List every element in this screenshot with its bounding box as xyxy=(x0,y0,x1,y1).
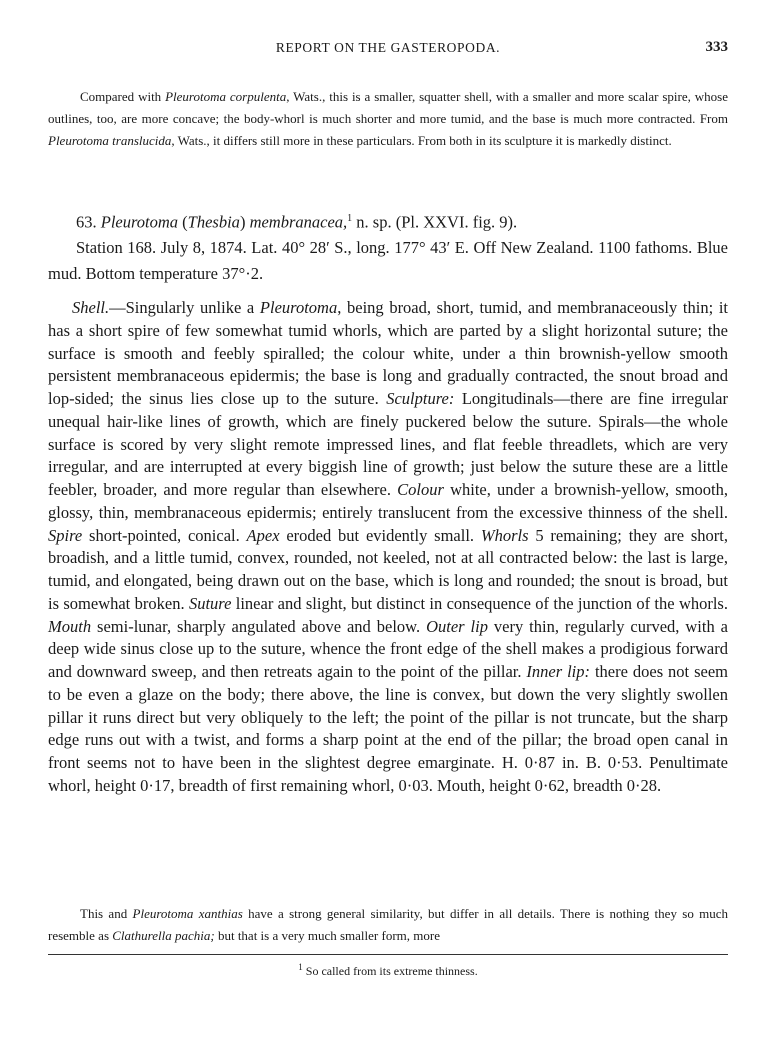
desc-colour-label: Colour xyxy=(397,480,444,499)
closing-species-2: Clathurella pachia; xyxy=(112,928,215,943)
desc-shell-label: Shell. xyxy=(72,298,110,317)
species-rest: n. sp. (Pl. XXVI. fig. 9). xyxy=(352,212,518,232)
footnote xyxy=(48,962,728,979)
intro-paragraph xyxy=(48,86,728,152)
desc-inner-lip-label: Inner lip: xyxy=(526,662,591,681)
description-paragraph xyxy=(48,297,728,798)
desc-text: eroded but evidently small. xyxy=(279,525,481,545)
intro-text-2: , Wats., this is a smaller, squatter shell, with a smaller and more scalar spire, whose outlines, too, are more concave; the body-whorl is much shorter and more tumid, and the base is much more contracted. From xyxy=(48,89,728,126)
desc-spire-label: Spire xyxy=(48,525,83,545)
desc-text: linear and slight, but distinct in consequence of the junction of the whorls. xyxy=(231,593,728,613)
desc-apex-label: Apex xyxy=(246,525,280,545)
desc-text: semi-lunar, sharply angulated above and below. xyxy=(91,616,427,636)
closing-paragraph xyxy=(48,903,728,947)
species-genus: Pleurotoma xyxy=(100,212,179,232)
intro-species-1: Pleurotoma corpulenta xyxy=(165,89,287,104)
footnote-divider xyxy=(48,954,728,955)
closing-text-1: This and xyxy=(80,906,133,921)
footnote-reference: 1 xyxy=(347,213,353,224)
page-number: 333 xyxy=(705,39,728,55)
closing-text-2: have a strong general similarity, but differ in all details. There is nothing they so much resemble as xyxy=(48,906,729,943)
desc-mouth-label: Mouth xyxy=(48,616,92,636)
desc-suture-label: Suture xyxy=(188,593,232,613)
species-number: 63. xyxy=(76,212,97,232)
intro-text-1: Compared with xyxy=(80,89,166,104)
desc-text: there does not seem to be even a glaze on the body; there above, the line is convex, but down the very slightly swollen pillar it runs direct but very obliquely to the left; the point of the pillar is not truncate, but the sharp edge runs out with a twist, and forms a sharp point at the end of the pillar; the broad open canal in front seems not to have been in the slightest degree emarginate. H. 0·87 in. B. 0·53. Penultimate whorl, height 0·17, breadth of first remaining whorl, 0·03. Mouth, height 0·62, breadth 0·28. xyxy=(48,662,728,795)
closing-species-1: Pleurotoma xanthias xyxy=(132,906,243,921)
desc-outer-lip-label: Outer lip xyxy=(426,616,488,636)
intro-species-2: Pleurotoma translucida xyxy=(48,133,172,148)
desc-text: white, under a brownish-yellow, smooth, glossy, thin, membranaceous epidermis; entirely translucent from the excessive thinness of the shell. xyxy=(48,480,728,522)
desc-text: , being broad, short, tumid, and membranaceously thin; it has a short spire of few somewhat tumid whorls, which are parted by a slight horizontal suture; the surface is smooth and feebly spiralled; the colour white, under a thin brownish-yellow smooth persistent membranaceous epidermis; the base is long and gradually contracted, the snout broad and lop-sided; the sinus lies close up to the suture. xyxy=(48,298,728,408)
page-header xyxy=(48,40,728,64)
desc-sculpture-label: Sculpture: xyxy=(386,389,455,408)
footnote-mark: 1 xyxy=(298,962,303,972)
species-subgenus: Thesbia xyxy=(187,212,240,232)
desc-text: Longitudinals—there are fine irregular unequal hair-like lines of growth, which are finely puckered below the suture. Spirals—the whole surface is scored by very slight remote impressed lines, and flat feeble threadlets, which are very irregular, and are interrupted at every biggish line of growth; just below the suture these are a little feebler, broader, and more regular than elsewhere. xyxy=(48,389,728,499)
footnote-text: So called from its extreme thinness. xyxy=(302,964,478,978)
desc-text: 5 remaining; they are short, broadish, and a little tumid, convex, rounded, not keeled, not at all contracted below: the last is large, tumid, and elongated, being drawn out on the base, which is long and rounded; the snout is broad, but is somewhat broken. xyxy=(48,525,729,613)
desc-whorls-label: Whorls xyxy=(480,525,529,545)
desc-text: —Singularly unlike a xyxy=(109,298,260,317)
species-heading: 63. Pleurotoma (Thesbia) membranacea,$^1$ n. sp. (Pl. XXVI. fig. 9). xyxy=(76,212,518,232)
intro-text-3: , Wats., it differs still more in these particulars. From both in its sculpture it is markedly distinct. xyxy=(171,133,672,148)
desc-genus: Pleurotoma xyxy=(259,298,338,317)
species-epithet: membranacea, xyxy=(249,212,348,232)
running-title: REPORT ON THE GASTEROPODA. xyxy=(275,40,501,55)
closing-text-3: but that is a very much smaller form, more xyxy=(214,928,440,943)
station-line: Station 168. July 8, 1874. Lat. 40° 28′ S., long. 177° 43′ E. Off New Zealand. 1100 fathoms. Blue mud. Bottom temperature 37°·2. xyxy=(48,238,728,283)
desc-text: very thin, regularly curved, with a deep wide sinus close up to the suture, whence the front edge of the shell makes a prodigious forward and downward sweep, and then retreats again to the point of the pillar. xyxy=(48,616,728,681)
desc-text: short-pointed, conical. xyxy=(82,525,247,545)
